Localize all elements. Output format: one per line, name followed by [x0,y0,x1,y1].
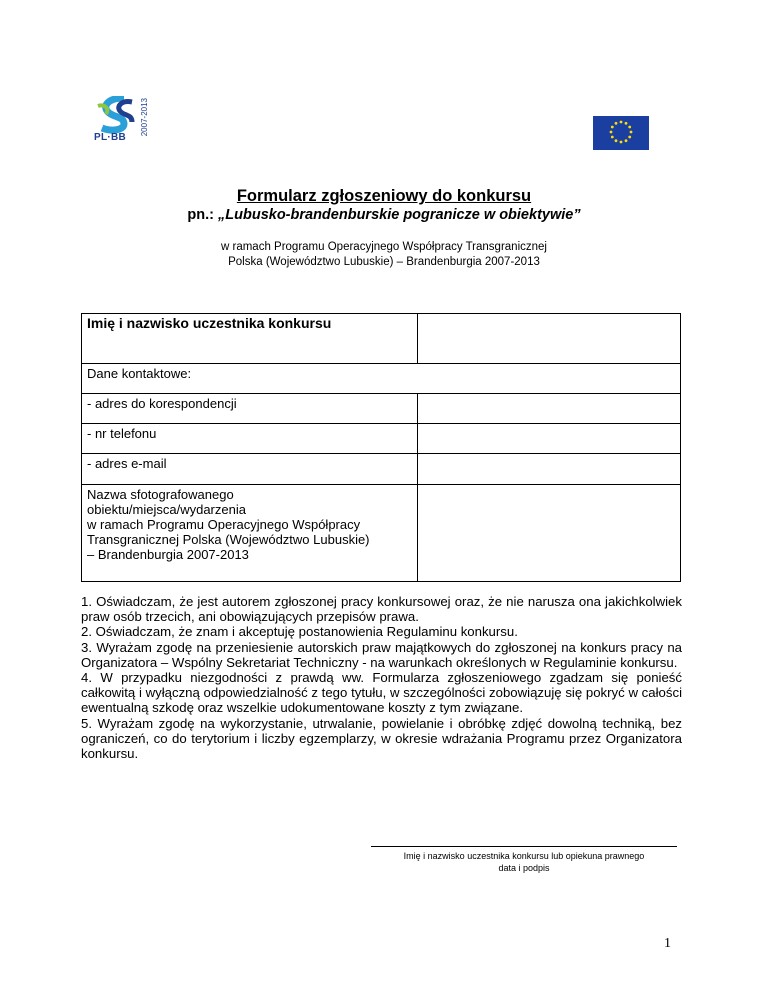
eu-flag-icon [593,116,649,150]
email-label: - adres e-mail [82,454,418,485]
address-field[interactable] [418,394,681,424]
participant-name-label: Imię i nazwisko uczestnika konkursu [82,314,418,364]
declaration-item: 2. Oświadczam, że znam i akceptuję postanowienia Regulaminu konkursu. [81,624,518,640]
program-line: Polska (Województwo Lubuskie) – Brandenburgia 2007-2013 [228,256,540,268]
participant-name-field[interactable] [418,314,681,364]
form-row-phone [82,424,681,454]
signature-caption-name: Imię i nazwisko uczestnika konkursu lub opiekuna prawnego [403,851,645,861]
program-logo [94,96,158,148]
photo-subject-label-line: Transgranicznej Polska (Województwo Lubuskie) [87,532,370,547]
phone-label: - nr telefonu [82,424,418,454]
form-row-contact-header [82,364,681,394]
application-form-table [81,313,681,582]
program-line: w ramach Programu Operacyjnego Współpracy Transgranicznej [221,241,547,253]
address-label: - adres do korespondencji [82,394,418,424]
declarations [81,594,682,761]
contact-data-label: Dane kontaktowe: [82,364,681,394]
photo-subject-field[interactable] [418,485,681,582]
declaration-item: 4. W przypadku niezgodności z prawdą ww. Formularza zgłoszeniowego zgadzam się ponieść całkowitą i wyłączną odpowiedzialność z tego tytułu, w szczególności zobowiązuję się pokryć w całości ewentualną szkodę oraz wszelkie udokumentowane koszty z tym związane. [81,670,682,716]
page-number: 1 [664,936,671,951]
declaration-item: 5. Wyrażam zgodę na wykorzystanie, utrwalanie, powielanie i obróbkę zdjęć dowolną techniką, bez ograniczeń, co do terytorium i liczby egzemplarzy, w okresie wdrażania Programu przez Organizatora konkursu. [81,715,682,762]
program-logo-text: PL·BB [94,132,127,143]
declaration-item: 1. Oświadczam, że jest autorem zgłoszonej pracy konkursowej oraz, że nie narusza ona jakichkolwiek praw osób trzecich, ani obowiązujących przepisów prawa. [81,594,682,625]
phone-field[interactable] [418,424,681,454]
signature-caption-date: data i podpis [498,863,550,873]
photo-subject-label [82,485,418,582]
email-field[interactable] [418,454,681,485]
program-logo-mark [94,96,140,134]
photo-subject-label-line: Nazwa sfotografowanego [87,487,234,502]
signature-caption [371,850,677,874]
form-row-photo-subject [82,485,681,582]
page-subtitle [0,207,768,223]
form-row-email [82,454,681,485]
contest-name: „Lubusko-brandenburskie pogranicze w obiektywie” [218,207,581,223]
photo-subject-label-line: – Brandenburgia 2007-2013 [87,547,249,562]
photo-subject-label-line: w ramach Programu Operacyjnego Współpracy [87,517,361,532]
declaration-item: 3. Wyrażam zgodę na przeniesienie autorskich praw majątkowych do zgłoszonej na konkurs pracy na Organizatora – Wspólny Sekretariat Techniczny - na warunkach określonych w Regulaminie konkursu. [81,639,682,670]
form-row-address [82,394,681,424]
signature-line[interactable] [371,846,677,847]
program-description [0,240,768,270]
subtitle-prefix: pn.: [187,207,219,223]
form-row-name [82,314,681,364]
program-logo-years: 2007-2013 [140,98,149,137]
page-title: Formularz zgłoszeniowy do konkursu [236,187,532,205]
photo-subject-label-line: obiektu/miejsca/wydarzenia [87,502,246,517]
